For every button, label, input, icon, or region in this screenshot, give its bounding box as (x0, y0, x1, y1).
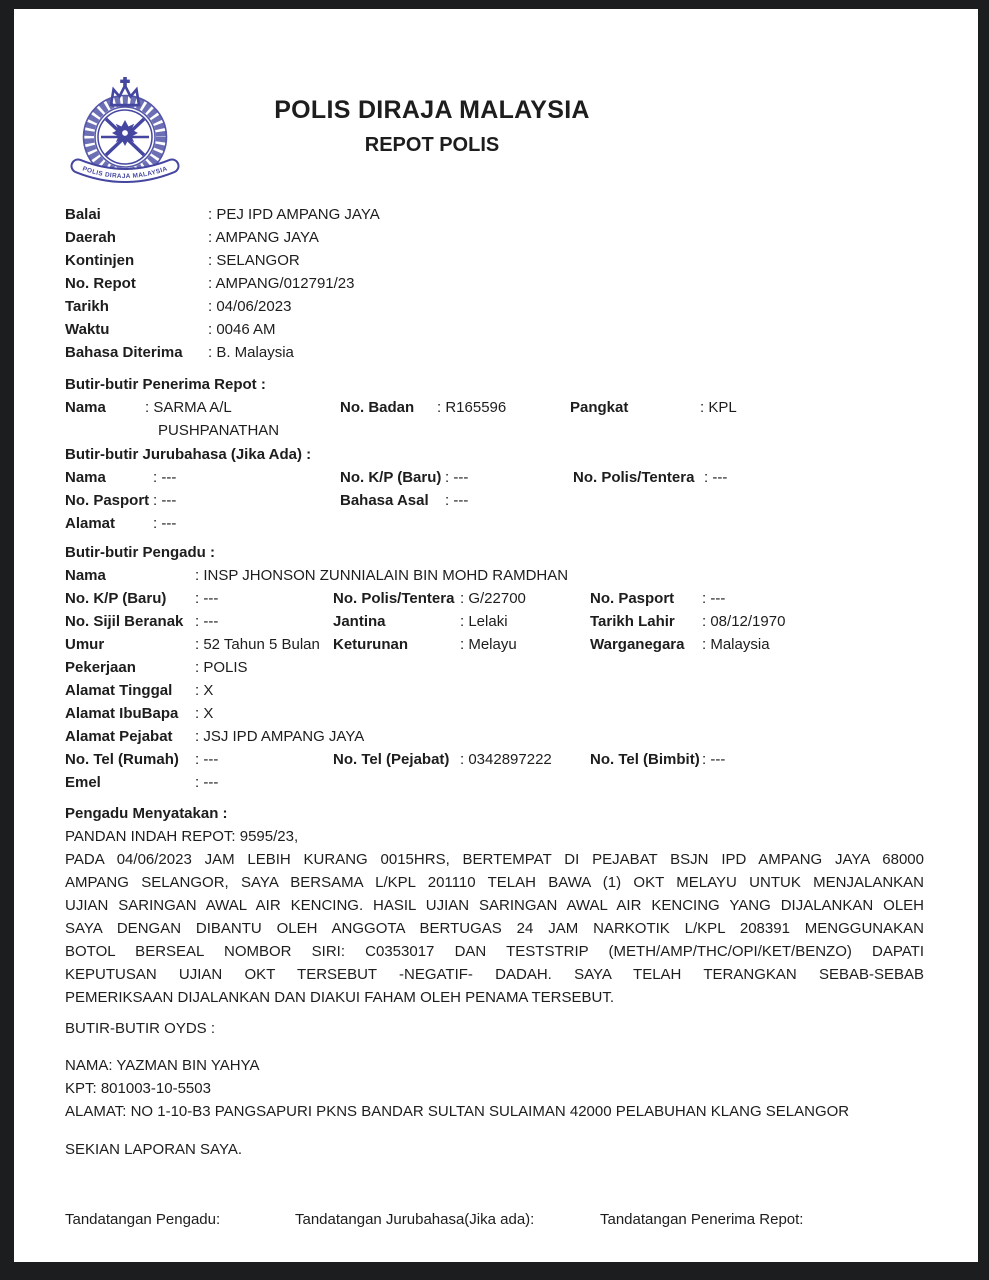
bahasa-diterima-value: : B. Malaysia (208, 341, 924, 364)
pengadu-row-alamat-ibubapa (65, 702, 924, 725)
statement-line: PANDAN INDAH REPOT: 9595/23, (65, 828, 299, 845)
daerah-value: : AMPANG JAYA (208, 226, 924, 249)
jurubahasa-nama-value: : --- (153, 466, 340, 489)
field-row-waktu (65, 318, 924, 341)
tarikh-value: : 04/06/2023 (208, 295, 924, 318)
statement-line: KEPUTUSAN UJIAN OKT TERSEBUT -NEGATIF- DADAH. SAYA TELAH TERANGKAN SEBAB-SEBAB (65, 966, 924, 983)
pengadu-sijil-beranak-value: : --- (195, 610, 333, 633)
statement-heading: Pengadu Menyatakan : (65, 805, 228, 822)
field-row-no-repot (65, 272, 924, 295)
pengadu-tel-bimbit-label: No. Tel (Bimbit) (590, 751, 700, 768)
pengadu-row-nama (65, 564, 924, 587)
document-subtitle: REPOT POLIS (364, 134, 500, 156)
jurubahasa-pasport-value: : --- (153, 489, 340, 512)
pengadu-nama-value: : INSP JHONSON ZUNNIALAIN BIN MOHD RAMDHAN (195, 564, 924, 587)
report-info-section (65, 203, 924, 364)
pengadu-nama-label: Nama (65, 567, 106, 584)
pengadu-kp-baru-label: No. K/P (Baru) (65, 590, 167, 607)
signature-section (65, 1208, 924, 1231)
jurubahasa-alamat-value: : --- (153, 512, 340, 535)
oyds-kpt-line: KPT: 801003-10-5503 (65, 1080, 211, 1097)
daerah-label: Daerah (65, 229, 116, 246)
pengadu-tel-bimbit-value: : --- (702, 748, 924, 771)
oyds-details (65, 1054, 924, 1123)
pengadu-alamat-ibubapa-value: : X (195, 702, 924, 725)
pengadu-tel-rumah-value: : --- (195, 748, 333, 771)
pengadu-alamat-tinggal-label: Alamat Tinggal (65, 682, 173, 699)
pengadu-sijil-beranak-label: No. Sijil Beranak (65, 613, 184, 630)
kontinjen-value: : SELANGOR (208, 249, 924, 272)
pengadu-kp-baru-value: : --- (195, 587, 333, 610)
pengadu-row-alamat-pejabat (65, 725, 924, 748)
oyds-nama-line: NAMA: YAZMAN BIN YAHYA (65, 1057, 260, 1074)
pengadu-tel-pejabat-label: No. Tel (Pejabat) (333, 751, 450, 768)
statement-line: UJIAN SARINGAN AWAL AIR KENCING. HASIL UJIAN SARINGAN AWAL AIR KENCING YANG DIJALANKAN OLEH (65, 897, 924, 914)
penerima-row (65, 396, 924, 442)
pengadu-umur-label: Umur (65, 636, 105, 653)
pengadu-umur-value: : 52 Tahun 5 Bulan (195, 633, 333, 656)
pengadu-warganegara-value: : Malaysia (702, 633, 924, 656)
oyds-alamat-line: ALAMAT: NO 1-10-B3 PANGSAPURI PKNS BANDAR SULTAN SULAIMAN 42000 PELABUHAN KLANG SELANGOR (65, 1103, 850, 1120)
jurubahasa-alamat-label: Alamat (65, 515, 116, 532)
jurubahasa-pasport-label: No. Pasport (65, 492, 150, 509)
penerima-section (65, 373, 924, 442)
pengadu-tarikh-lahir-value: : 08/12/1970 (702, 610, 924, 633)
pengadu-row-telefon (65, 748, 924, 771)
penerima-no-badan-value: : R165596 (437, 396, 570, 442)
pengadu-emel-label: Emel (65, 774, 101, 791)
pdrm-crest-logo (65, 75, 185, 195)
bahasa-diterima-label: Bahasa Diterima (65, 344, 183, 361)
statement-line: AMPANG SELANGOR, SAYA BERSAMA L/KPL 201110 TELAH BAWA (1) OKT MELAYU UNTUK MENJALANKAN (65, 874, 924, 891)
kontinjen-label: Kontinjen (65, 252, 135, 269)
statement-line: SAYA DENGAN DIBANTU OLEH ANGGOTA BERTUGAS 24 JAM NARKOTIK L/KPL 208391 MENGGUNAKAN (65, 920, 924, 937)
pengadu-alamat-pejabat-label: Alamat Pejabat (65, 728, 173, 745)
field-row-tarikh (65, 295, 924, 318)
oyds-heading: BUTIR-BUTIR OYDS : (65, 1020, 216, 1037)
pengadu-row-demografi (65, 633, 924, 656)
jurubahasa-kp-baru-value: : --- (445, 466, 573, 489)
crest-banner-text: POLIS DIRAJA MALAYSIA (81, 165, 169, 181)
pengadu-alamat-pejabat-value: : JSJ IPD AMPANG JAYA (195, 725, 924, 748)
pengadu-alamat-ibubapa-label: Alamat IbuBapa (65, 705, 179, 722)
statement-line: PADA 04/06/2023 JAM LEBIH KURANG 0015HRS, BERTEMPAT DI PEJABAT BSJN IPD AMPANG JAYA 68000 (65, 851, 924, 868)
waktu-value: : 0046 AM (208, 318, 924, 341)
field-row-balai (65, 203, 924, 226)
balai-label: Balai (65, 206, 101, 223)
pengadu-heading: Butir-butir Pengadu : (65, 544, 215, 561)
pengadu-section (65, 541, 924, 794)
signature-jurubahasa-label: Tandatangan Jurubahasa(Jika ada): (295, 1211, 535, 1228)
statement-section (65, 802, 924, 1009)
field-row-daerah (65, 226, 924, 249)
statement-line: BOTOL BERSEAL NOMBOR SIRI: C0353017 DAN TESTSTRIP (METH/AMP/THC/OPI/KET/BENZO) DAPATI (65, 943, 924, 960)
jurubahasa-bahasa-asal-label: Bahasa Asal (340, 492, 429, 509)
penerima-pangkat-label: Pangkat (570, 399, 629, 416)
pengadu-keturunan-value: : Melayu (460, 633, 590, 656)
pengadu-row-emel (65, 771, 924, 794)
closing-line: SEKIAN LAPORAN SAYA. (65, 1141, 243, 1158)
pengadu-pasport-label: No. Pasport (590, 590, 675, 607)
pengadu-row-id (65, 587, 924, 610)
masthead (65, 75, 924, 197)
pengadu-polis-tentera-value: : G/22700 (460, 587, 590, 610)
pengadu-tel-pejabat-value: : 0342897222 (460, 748, 590, 771)
pengadu-keturunan-label: Keturunan (333, 636, 408, 653)
jurubahasa-heading: Butir-butir Jurubahasa (Jika Ada) : (65, 446, 312, 463)
document-titles (185, 75, 679, 197)
waktu-label: Waktu (65, 321, 110, 338)
pengadu-polis-tentera-label: No. Polis/Tentera (333, 590, 455, 607)
pengadu-row-alamat-tinggal (65, 679, 924, 702)
no-repot-label: No. Repot (65, 275, 136, 292)
pengadu-warganegara-label: Warganegara (590, 636, 685, 653)
penerima-no-badan-label: No. Badan (340, 399, 415, 416)
document-title: POLIS DIRAJA MALAYSIA (274, 96, 590, 124)
no-repot-value: : AMPANG/012791/23 (208, 272, 924, 295)
police-report-document (14, 9, 978, 1262)
pengadu-alamat-tinggal-value: : X (195, 679, 924, 702)
pengadu-row-pekerjaan (65, 656, 924, 679)
jurubahasa-polis-tentera-value: : --- (704, 466, 924, 489)
pengadu-emel-value: : --- (195, 771, 924, 794)
pengadu-pekerjaan-value: : POLIS (195, 656, 924, 679)
field-row-kontinjen (65, 249, 924, 272)
jurubahasa-nama-label: Nama (65, 469, 106, 486)
pengadu-pasport-value: : --- (702, 587, 924, 610)
signature-penerima-label: Tandatangan Penerima Repot: (600, 1211, 804, 1228)
penerima-nama-label: Nama (65, 399, 106, 416)
signature-pengadu-label: Tandatangan Pengadu: (65, 1211, 221, 1228)
penerima-nama-value: : SARMA A/L PUSHPANATHAN (145, 396, 340, 442)
pengadu-tarikh-lahir-label: Tarikh Lahir (590, 613, 675, 630)
balai-value: : PEJ IPD AMPANG JAYA (208, 203, 924, 226)
pengadu-jantina-label: Jantina (333, 613, 386, 630)
jurubahasa-row-2 (65, 489, 924, 512)
jurubahasa-polis-tentera-label: No. Polis/Tentera (573, 469, 695, 486)
jurubahasa-kp-baru-label: No. K/P (Baru) (340, 469, 442, 486)
penerima-heading: Butir-butir Penerima Repot : (65, 376, 266, 393)
pengadu-pekerjaan-label: Pekerjaan (65, 659, 136, 676)
pengadu-jantina-value: : Lelaki (460, 610, 590, 633)
jurubahasa-row-3 (65, 512, 924, 535)
field-row-bahasa-diterima (65, 341, 924, 364)
tarikh-label: Tarikh (65, 298, 109, 315)
pengadu-row-birth (65, 610, 924, 633)
oyds-section (65, 1017, 924, 1161)
statement-line: PEMERIKSAAN DIJALANKAN DAN DIAKUI FAHAM OLEH PENAMA TERSEBUT. (65, 989, 615, 1006)
jurubahasa-section (65, 443, 924, 535)
pengadu-tel-rumah-label: No. Tel (Rumah) (65, 751, 179, 768)
penerima-pangkat-value: : KPL (700, 396, 924, 442)
jurubahasa-row-1 (65, 466, 924, 489)
jurubahasa-bahasa-asal-value: : --- (445, 489, 573, 512)
